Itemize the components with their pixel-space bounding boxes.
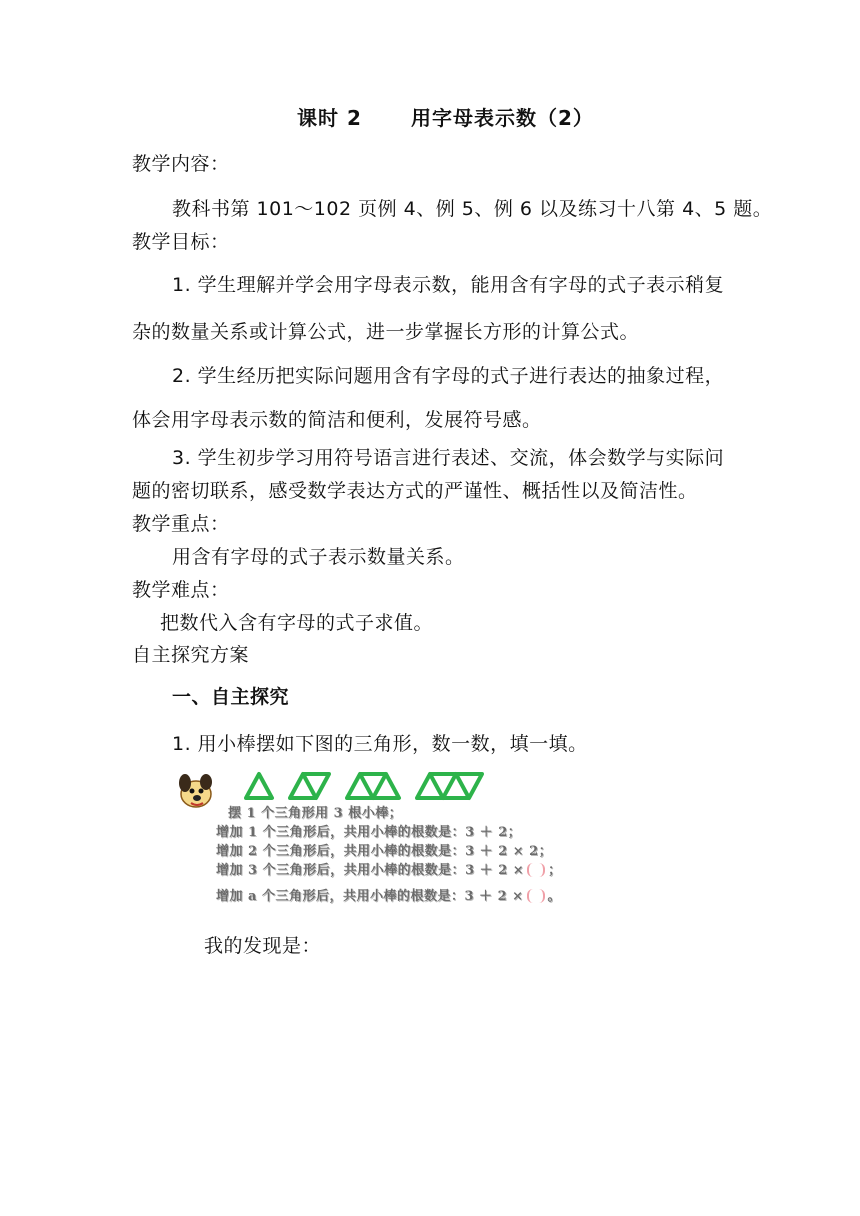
figure-line-5-text: 增加 a 个三角形后，共用小棒的根数是：3 ＋ 2 × <box>216 889 524 904</box>
part-1-heading: 一、自主探究 <box>172 686 290 708</box>
answer-blank-2[interactable] <box>527 889 545 903</box>
content-text: 教科书第 101～102 页例 4、例 5、例 6 以及练习十八第 4、5 题。 <box>172 198 773 220</box>
key-heading: 教学重点： <box>132 513 230 535</box>
triangle-figure <box>176 768 626 913</box>
goal-3-line-1: 3. 学生初步学习用符号语言进行表述、交流，体会数学与实际问 <box>172 447 725 469</box>
triangle-group-4 <box>417 774 482 798</box>
content-heading: 教学内容： <box>132 153 230 175</box>
difficulty-text: 把数代入含有字母的式子求值。 <box>160 612 434 634</box>
triangle-group-1 <box>246 774 272 798</box>
lesson-number: 课时 2 <box>297 106 362 130</box>
key-text: 用含有字母的式子表示数量关系。 <box>172 546 465 568</box>
triangle-group-2 <box>290 774 329 798</box>
figure-line-5 <box>216 889 561 905</box>
task-1: 1. 用小棒摆如下图的三角形，数一数，填一填。 <box>172 733 588 755</box>
discovery-label: 我的发现是： <box>204 935 322 957</box>
triangle-sticks-3 <box>347 774 399 798</box>
goal-1-line-1: 1. 学生理解并学会用字母表示数，能用含有字母的式子表示稍复 <box>172 274 725 296</box>
figure-line-4-text: 增加 3 个三角形后，共用小棒的根数是：3 ＋ 2 × <box>216 863 525 878</box>
answer-blank-1[interactable] <box>527 863 545 877</box>
figure-line-4-end: ； <box>548 863 562 878</box>
figure-line-2: 增加 1 个三角形后，共用小棒的根数是：3 ＋ 2； <box>216 825 522 840</box>
triangle-sticks-2 <box>290 774 329 798</box>
goal-3-line-2: 题的密切联系，感受数学表达方式的严谨性、概括性以及简洁性。 <box>132 480 698 502</box>
plan-heading: 自主探究方案 <box>132 644 250 666</box>
goal-2-line-2: 体会用字母表示数的简洁和便利，发展符号感。 <box>132 409 542 431</box>
page-title: 用字母表示数（2） <box>411 106 594 130</box>
triangle-sticks <box>236 770 596 804</box>
figure-line-5-end: 。 <box>547 889 562 904</box>
triangle-sticks-4 <box>417 774 482 798</box>
figure-line-3: 增加 2 个三角形后，共用小棒的根数是：3 ＋ 2 × 2； <box>216 844 553 859</box>
figure-line-1: 摆 1 个三角形用 3 根小棒； <box>228 806 403 821</box>
triangle-group-3 <box>347 774 399 798</box>
difficulty-heading: 教学难点： <box>132 579 230 601</box>
goal-2-line-1: 2. 学生经历把实际问题用含有字母的式子进行表达的抽象过程， <box>172 365 725 387</box>
goals-heading: 教学目标： <box>132 231 230 253</box>
figure-line-4 <box>216 863 562 879</box>
triangle-sticks-1 <box>246 774 272 798</box>
goal-1-line-2: 杂的数量关系或计算公式，进一步掌握长方形的计算公式。 <box>132 321 640 343</box>
dog-mascot-icon <box>176 770 216 810</box>
